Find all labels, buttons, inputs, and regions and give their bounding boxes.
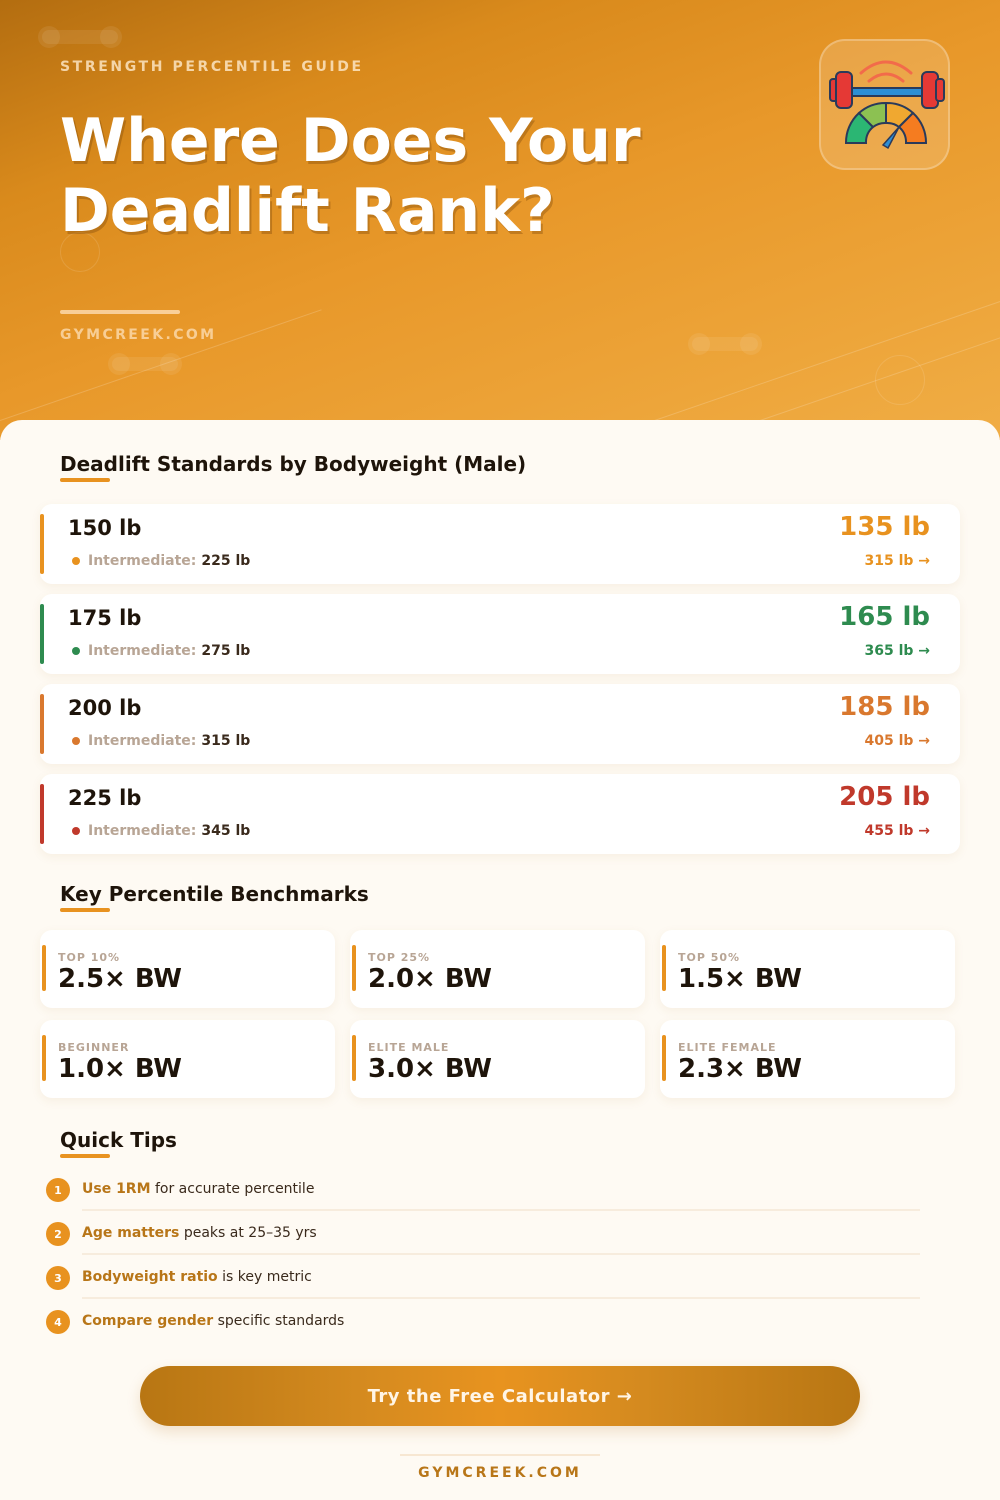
benchmark-card-top10 bbox=[40, 930, 335, 1008]
tip-divider bbox=[82, 1297, 920, 1299]
tip-text bbox=[82, 1181, 314, 1197]
standard-row-200 bbox=[40, 684, 960, 764]
intermediate-info bbox=[72, 733, 250, 749]
card-accent-bar bbox=[42, 1035, 46, 1081]
benchmark-value: 1.5× BW bbox=[678, 964, 802, 994]
benchmark-label: BEGINNER bbox=[58, 1041, 130, 1054]
benchmark-label: ELITE MALE bbox=[368, 1041, 450, 1054]
hero-banner bbox=[0, 0, 1000, 440]
intermediate-info bbox=[72, 553, 250, 569]
title-line-1: Where Does Your bbox=[60, 106, 641, 176]
row-accent-bar bbox=[40, 604, 44, 664]
card-accent-bar bbox=[662, 945, 666, 991]
tip-item bbox=[46, 1178, 920, 1222]
eyebrow-label: STRENGTH PERCENTILE GUIDE bbox=[60, 59, 364, 75]
benchmark-label: TOP 50% bbox=[678, 951, 741, 964]
bodyweight-value: 200 lb bbox=[68, 696, 142, 720]
standard-row-175 bbox=[40, 594, 960, 674]
bodyweight-value: 225 lb bbox=[68, 786, 142, 810]
intermediate-info bbox=[72, 823, 250, 839]
intermediate-value: 275 lb bbox=[201, 643, 251, 659]
tip-number-badge: 4 bbox=[46, 1310, 70, 1334]
standards-underline bbox=[60, 478, 110, 482]
tip-text bbox=[82, 1269, 312, 1285]
title-line-2: Deadlift Rank? bbox=[60, 176, 555, 246]
standard-row-225 bbox=[40, 774, 960, 854]
ring-decoration bbox=[875, 355, 925, 405]
status-dot bbox=[72, 737, 80, 745]
benchmark-label: TOP 25% bbox=[368, 951, 431, 964]
status-dot bbox=[72, 647, 80, 655]
bodyweight-value: 150 lb bbox=[68, 516, 142, 540]
calculator-cta-button[interactable]: Try the Free Calculator → bbox=[140, 1366, 860, 1426]
row-accent-bar bbox=[40, 784, 44, 844]
card-accent-bar bbox=[352, 1035, 356, 1081]
tips-underline bbox=[60, 1154, 110, 1158]
intermediate-label: Intermediate: bbox=[88, 643, 197, 659]
benchmark-card-elite-male bbox=[350, 1020, 645, 1098]
benchmark-card-beginner bbox=[40, 1020, 335, 1098]
tip-number-badge: 2 bbox=[46, 1222, 70, 1246]
tip-detail: specific standards bbox=[217, 1313, 345, 1329]
standards-title: Deadlift Standards by Bodyweight (Male) bbox=[60, 452, 527, 476]
status-dot bbox=[72, 557, 80, 565]
tip-detail: is key metric bbox=[222, 1269, 312, 1285]
tip-text bbox=[82, 1313, 344, 1329]
benchmark-label: TOP 10% bbox=[58, 951, 121, 964]
benchmark-label: ELITE FEMALE bbox=[678, 1041, 777, 1054]
tip-highlight: Compare gender bbox=[82, 1313, 214, 1329]
line-decoration bbox=[640, 288, 1000, 426]
tip-item bbox=[46, 1266, 920, 1310]
barbell-gauge-icon bbox=[819, 39, 950, 170]
footer-site-label: GYMCREEK.COM bbox=[418, 1465, 582, 1481]
beginner-value: 185 lb bbox=[839, 692, 930, 722]
intermediate-label: Intermediate: bbox=[88, 823, 197, 839]
tip-divider bbox=[82, 1253, 920, 1255]
advanced-value: 365 lb → bbox=[864, 643, 930, 659]
tip-number-badge: 1 bbox=[46, 1178, 70, 1202]
card-accent-bar bbox=[42, 945, 46, 991]
intermediate-label: Intermediate: bbox=[88, 733, 197, 749]
benchmark-card-elite-female bbox=[660, 1020, 955, 1098]
intermediate-value: 225 lb bbox=[201, 553, 251, 569]
intermediate-value: 315 lb bbox=[201, 733, 251, 749]
dumbbell-decoration bbox=[692, 337, 758, 351]
tip-number-badge: 3 bbox=[46, 1266, 70, 1290]
tip-divider bbox=[82, 1209, 920, 1211]
dumbbell-decoration bbox=[42, 30, 118, 44]
tip-highlight: Age matters bbox=[82, 1225, 180, 1241]
tip-highlight: Bodyweight ratio bbox=[82, 1269, 218, 1285]
hero-site-label: GYMCREEK.COM bbox=[60, 327, 217, 343]
hero-divider bbox=[60, 310, 180, 314]
intermediate-info bbox=[72, 643, 250, 659]
card-accent-bar bbox=[662, 1035, 666, 1081]
advanced-value: 405 lb → bbox=[864, 733, 930, 749]
status-dot bbox=[72, 827, 80, 835]
benchmark-value: 2.5× BW bbox=[58, 964, 182, 994]
bodyweight-value: 175 lb bbox=[68, 606, 142, 630]
intermediate-label: Intermediate: bbox=[88, 553, 197, 569]
tip-detail: for accurate percentile bbox=[154, 1181, 315, 1197]
tip-item bbox=[46, 1310, 920, 1354]
beginner-value: 165 lb bbox=[839, 602, 930, 632]
row-accent-bar bbox=[40, 514, 44, 574]
card-accent-bar bbox=[352, 945, 356, 991]
benchmarks-underline bbox=[60, 908, 110, 912]
intermediate-value: 345 lb bbox=[201, 823, 251, 839]
benchmark-value: 3.0× BW bbox=[368, 1054, 492, 1084]
beginner-value: 205 lb bbox=[839, 782, 930, 812]
benchmarks-title: Key Percentile Benchmarks bbox=[60, 882, 369, 906]
tip-highlight: Use 1RM bbox=[82, 1181, 151, 1197]
beginner-value: 135 lb bbox=[839, 512, 930, 542]
tips-title: Quick Tips bbox=[60, 1128, 177, 1152]
advanced-value: 455 lb → bbox=[864, 823, 930, 839]
benchmark-value: 1.0× BW bbox=[58, 1054, 182, 1084]
page-title bbox=[60, 106, 760, 246]
benchmark-value: 2.3× BW bbox=[678, 1054, 802, 1084]
row-accent-bar bbox=[40, 694, 44, 754]
benchmark-value: 2.0× BW bbox=[368, 964, 492, 994]
tip-text bbox=[82, 1225, 317, 1241]
standard-row-150 bbox=[40, 504, 960, 584]
benchmark-card-top25 bbox=[350, 930, 645, 1008]
tip-item bbox=[46, 1222, 920, 1266]
benchmark-card-top50 bbox=[660, 930, 955, 1008]
tip-detail: peaks at 25–35 yrs bbox=[183, 1225, 317, 1241]
footer-divider bbox=[400, 1454, 600, 1456]
advanced-value: 315 lb → bbox=[864, 553, 930, 569]
